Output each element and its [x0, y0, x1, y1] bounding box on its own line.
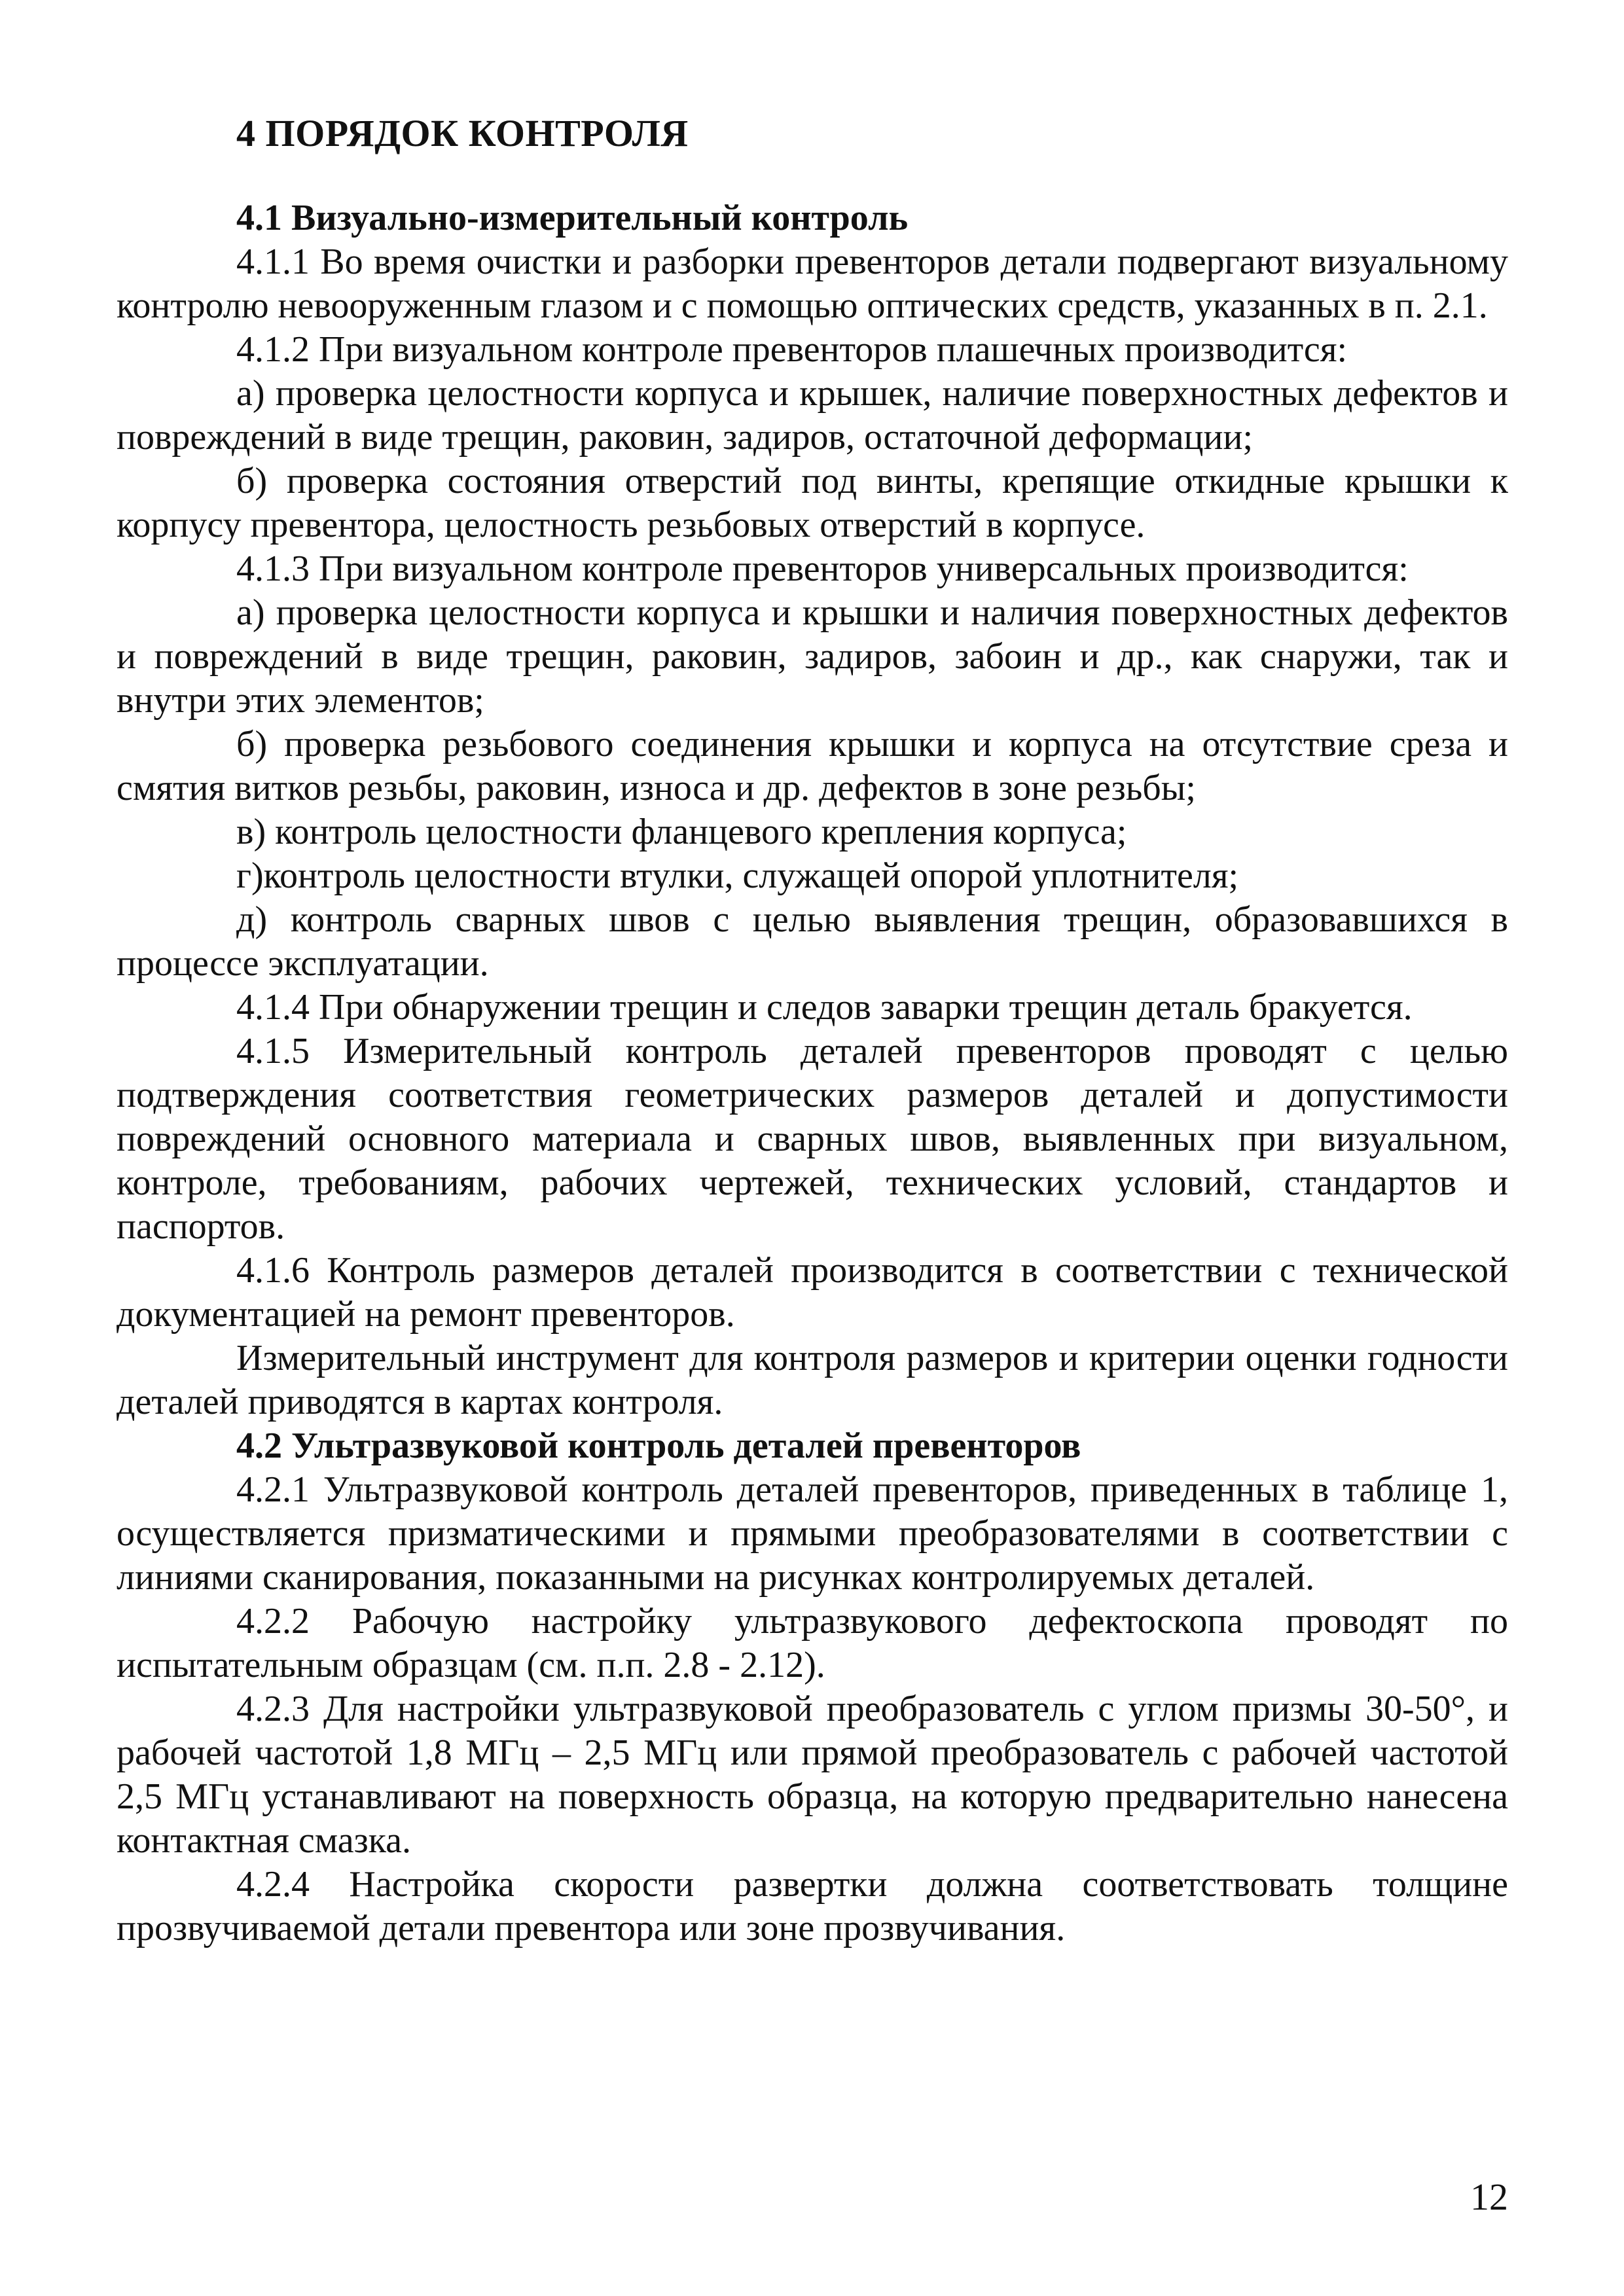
paragraph-4-1-1: 4.1.1 Во время очистки и разборки превенторов детали подвергают визуальному контролю невооруженным глазом и с помощью оптических средств, указанных в п. 2.1.	[117, 242, 1508, 326]
paragraph-4-1-2: 4.1.2 При визуальном контроле превенторов плашечных производится:	[236, 329, 1348, 370]
paragraph-4-2-3: 4.2.3 Для настройки ультразвуковой преобразователь с углом призмы 30-50°, и рабочей частотой 1,8 МГц – 2,5 МГц или прямой преобразователь с рабочей частотой 2,5 МГц устанавливают на поверхность образца, на которую предварительно нанесена контактная смазка.	[117, 1689, 1508, 1861]
list-item-4-1-3-v: в) контроль целостности фланцевого крепления корпуса;	[236, 812, 1127, 852]
page-number: 12	[1470, 2176, 1508, 2218]
list-item-4-1-2-a: а) проверка целостности корпуса и крышек, наличие поверхностных дефектов и повреждений в виде трещин, раковин, задиров, остаточной деформации;	[117, 373, 1508, 457]
list-item-4-1-2-b: б) проверка состояния отверстий под винты, крепящие откидные крышки к корпусу превентора, целостность резьбовых отверстий в корпусе.	[117, 461, 1508, 545]
paragraph-4-1-6: 4.1.6 Контроль размеров деталей производится в соответствии с технической документацией на ремонт превенторов.	[117, 1250, 1508, 1335]
subsection-heading-4-2: 4.2 Ультразвуковой контроль деталей превенторов	[236, 1426, 1081, 1466]
document-page	[117, 0, 1508, 2296]
paragraph-4-2-2: 4.2.2 Рабочую настройку ультразвукового дефектоскопа проводят по испытательным образцам (см. п.п. 2.8 - 2.12).	[117, 1601, 1508, 1685]
paragraph-4-1-5: 4.1.5 Измерительный контроль деталей превенторов проводят с целью подтверждения соответствия геометрических размеров деталей и допустимости повреждений основного материала и сварных швов, выявленных при визуальном, контроле, требованиям, рабочих чертежей, технических условий, стандартов и паспортов.	[117, 1031, 1508, 1247]
paragraph-4-1-4: 4.1.4 При обнаружении трещин и следов заварки трещин деталь бракуется.	[236, 987, 1413, 1028]
list-item-4-1-3-d: д) контроль сварных швов с целью выявления трещин, образовавшихся в процессе эксплуатации.	[117, 899, 1508, 984]
paragraph-4-2-1: 4.2.1 Ультразвуковой контроль деталей превенторов, приведенных в таблице 1, осуществляется призматическими и прямыми преобразователями в соответствии с линиями сканирования, показанными на рисунках контролируемых деталей.	[117, 1469, 1508, 1598]
section-heading: 4 ПОРЯДОК КОНТРОЛЯ	[236, 112, 689, 154]
paragraph-measuring-tools: Измерительный инструмент для контроля размеров и критерии оценки годности деталей приводятся в картах контроля.	[117, 1338, 1508, 1422]
paragraph-4-1-3: 4.1.3 При визуальном контроле превенторов универсальных производится:	[236, 548, 1409, 589]
document-body	[117, 196, 1508, 1950]
list-item-4-1-3-g: г)контроль целостности втулки, служащей опорой уплотнителя;	[236, 855, 1239, 896]
subsection-heading-4-1: 4.1 Визуально-измерительный контроль	[236, 198, 909, 238]
list-item-4-1-3-a: а) проверка целостности корпуса и крышки и наличия поверхностных дефектов и повреждений в виде трещин, раковин, задиров, забоин и др., как снаружи, так и внутри этих элементов;	[117, 592, 1508, 721]
list-item-4-1-3-b: б) проверка резьбового соединения крышки и корпуса на отсутствие среза и смятия витков резьбы, раковин, износа и др. дефектов в зоне резьбы;	[117, 724, 1508, 808]
paragraph-4-2-4: 4.2.4 Настройка скорости развертки должна соответствовать толщине прозвучиваемой детали превентора или зоне прозвучивания.	[117, 1864, 1508, 1948]
